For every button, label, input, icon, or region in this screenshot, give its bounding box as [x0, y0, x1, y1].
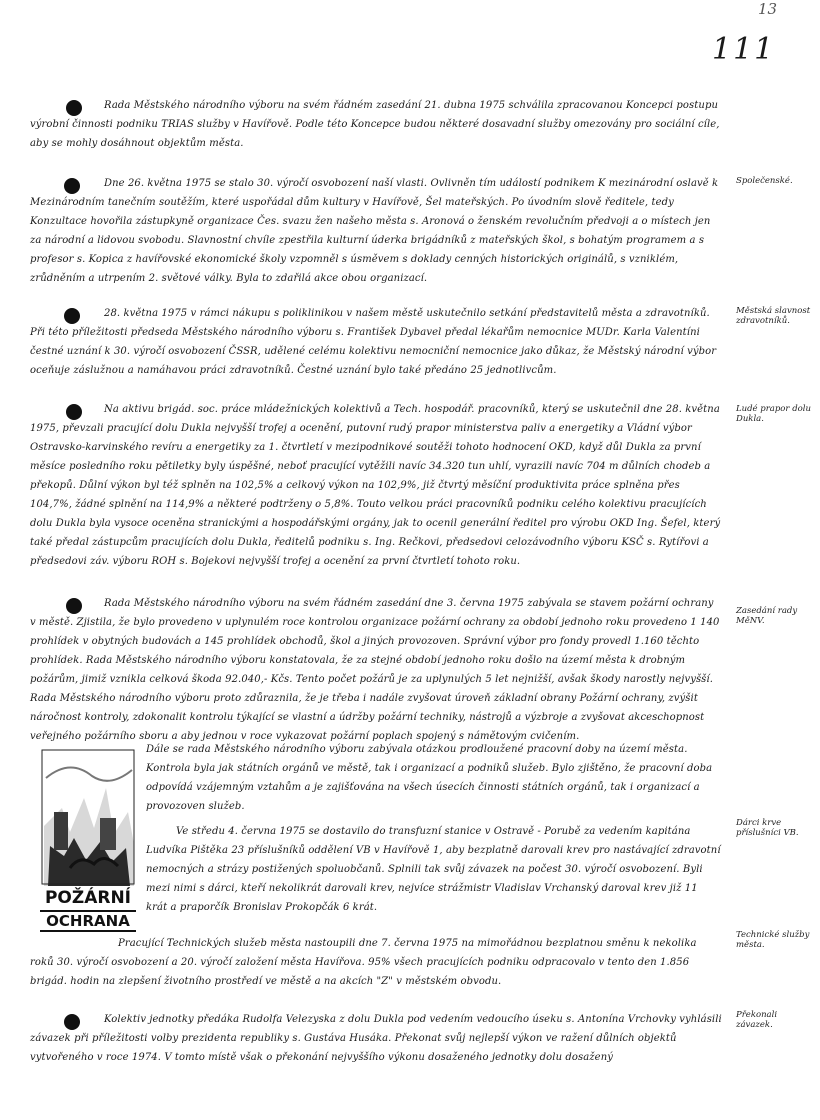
- paragraph-9: Kolektiv jednotky předáka Rudolfa Velezyska z dolu Dukla pod vedením vedoucího úseku s. Antonína Vrchovky vyhlásili závazek při příležitosti volby prezidenta republiky s. Gustáva Husáka. Překonat svůj nejlepší výkon ve ražení důlních objektů vytvořeného v roce 1974. V tomto místě však o překonání nejvyššího výkonu dosaženého jednotky dolu dosažený: [30, 1014, 722, 1063]
- poster-title-line1: POŽÁRNÍ: [44, 888, 132, 908]
- margin-note-2: Společenské.: [736, 176, 793, 186]
- margin-note-7: Dárci krve příslušníci VB.: [736, 818, 799, 838]
- paragraph-4: Na aktivu brigád. soc. práce mládežnických kolektivů a Tech. hospodář. pracovníků, který se uskutečnil dne 28. května 1975, převzali pracující dolu Dukla nejvyšší trofej a ocenění, putovní rudý prapor ministerstva paliv a energetiky a Vládní výbor Ostravsko-karvinského revíru a energetiky za 1. čtvrtletí v mezipodnikové soutěži tohoto hodnocení OKD, když důl Dukla za první měsíce posledního roku pětiletky byly úspěšné, neboť pracující vytěžili navíc 34.320 tun uhlí, vyrazili navíc 704 m důlních chodeb a překopů. Důlní výkon byl též splněn na 102,5% a celkový výkon na 102,9%, již čtvrtý měsíční produktivita práce splněna přes 104,7%, žádné splnění na 114,9% a některé podtrženy o 5,8%. Touto velkou práci pracovníků podniku celého kolektivu pracujících dolu Dukla byla vysoce oceněna stranickými a hospodářskými orgány, jak to ocenil generální ředitel pro výrobu OKD Ing. Šefel, který také předal zástupcům pracujících dolu Dukla, ředitelů podniku s. Ing. Rečkovi, předsedovi celozávodního výboru KSČ s. Rytířovi a předsedovi záv. výboru ROH s. Bojekovi nejvyšší trofej a ocenění za první čtvrtletí tohoto roku.: [30, 404, 721, 567]
- paragraph-1: Rada Městského národního výboru na svém řádném zasedání 21. dubna 1975 schválila zpracovanou Koncepci postupu výrobní činnosti podniku TRIAS služby v Havířově. Podle této Koncepce budou některé dosavadní služby omezovány pro sociální cíle, aby se mohly dosáhnout objektům města.: [30, 100, 720, 149]
- bullet-icon: [66, 404, 82, 420]
- paragraph-8: Pracující Technických služeb města nastoupili dne 7. června 1975 na mimořádnou bezplatnou směnu k nekolika roků 30. výročí osvobození a 20. výročí založení města Havířova. 95% všech pracujících podniku odpracovalo v tento den 1.856 brigád. hodin na zlepšení životního prostředí ve městě a na akcích "Z" v městském obvodu.: [30, 938, 697, 987]
- paragraph-6: Dále se rada Městského národního výboru zabývala otázkou prodloužené pracovní doby na území města. Kontrola byla jak státních orgánů ve městě, tak i organizací a podniků služeb. Bylo zjištěno, že pracovní doba odpovídá vzájemným vztahům a je zajišťována na všech úsecích činnosti státních orgánů, tak i organizací a provozoven služeb.: [146, 744, 713, 812]
- fire-scene-icon: [40, 748, 136, 886]
- page-number-small: 13: [758, 0, 778, 18]
- margin-note-9: Překonali závazek.: [736, 1010, 778, 1030]
- bullet-icon: [66, 598, 82, 614]
- paragraph-2: Dne 26. května 1975 se stalo 30. výročí osvobození naší vlasti. Ovlivněn tím událostí podnikem K mezinárodní oslavě k Mezinárodním tanečním soutěžím, které uspořádal dům kultury v Havířově, Šel mateřských. Po úvodním slově ředitele, tedy Konzultace hovořila zástupkyně organizace Čes. svazu žen našeho města s. Aronová o ženském revolučním předvoji a o místech jen za národní a lidovou svobodu. Slavnostní chvíle zpestřila kulturní úderka brigádníků z mateřských škol, s bohatým programem a s profesor s. Kopica z havířovské ekonomické školy vzpomněl s úsměvem s doklady cenných historických originálů, s vzniklém, zrůdněním a utrpením 2. světové války. Byla to zdařilá akce obou organizací.: [30, 178, 719, 284]
- margin-note-5: Zasedání rady MěNV.: [736, 606, 798, 626]
- bullet-icon: [66, 100, 82, 116]
- paragraph-5: Rada Městského národního výboru na svém řádném zasedání dne 3. června 1975 zabývala se stavem požární ochrany v městě. Zjistila, že bylo provedeno v uplynulém roce kontrolou organizace požární ochrany za období jednoho roku provedeno 1 140 prohlídek v obytných budovách a 145 prohlídek obchodů, škol a jiných provozoven. Správní výbor pro fondy provedl 1.160 těchto prohlídek. Rada Městského národního výboru konstatovala, že za stejné období jednoho roku došlo na území města k drobným požárům, jimiž vznikla celková škoda 92.040,- Kčs. Tento počet požárů je za uplynulých 5 let nejnižší, avšak škody narostly nejvyšší. Rada Městského národního výboru proto zdůraznila, že je třeba i nadále zvyšovat úroveň základní obrany Požární ochrany, zvýšit náročnost kontroly, zdokonalit kontrolu týkající se vlastní a údržby požární techniky, nástrojů a výzbroje a zvyšovat akceschopnost veřejného požárního sboru a aby jednou v roce vykazovat požární poplach spojený s námětovým cvičením.: [30, 598, 720, 742]
- bullet-icon: [64, 178, 80, 194]
- paragraph-3: 28. května 1975 v rámci nákupu s poliklinikou v našem městě uskutečnilo setkání představitelů města a zdravotníků. Při této příležitosti předseda Městského národního výboru s. František Dybavel předal lékařům nemocnice MUDr. Karla Valentíni čestné uznání k 30. výročí osvobození ČSSR, udělené celému kolektivu nemocniční nemocnice jako důkaz, že Městský národní výbor oceňuje záslužnou a namáhavou práci zdravotníků. Čestné uznání bylo také předáno 25 jednotlivcům.: [30, 308, 717, 376]
- bullet-icon: [64, 1014, 80, 1030]
- margin-note-4: Ludé prapor dolu Dukla.: [736, 404, 811, 424]
- margin-note-8: Technické služby města.: [736, 930, 810, 950]
- paragraph-7: Ve středu 4. června 1975 se dostavilo do transfuzní stanice v Ostravě - Porubě za vedením kapitána Ludvíka Pištěka 23 příslušníků oddělení VB v Havířově 1, aby bezplatně darovali krev pro nastávající zdravotní nemocných a strázy postižených spoluobčanů. Splnili tak svůj závazek na počest 30. výročí osvobození. Byli mezi nimi s dárci, kteří nekolikrát darovali krev, nejvíce strážmistr Vladislav Vrchanský daroval krev již 11 krát a praporčík Bronislav Prokopčák 6 krát.: [146, 826, 721, 913]
- page-number-main: 111: [712, 32, 776, 67]
- fire-protection-poster: [40, 748, 136, 934]
- bullet-icon: [64, 308, 80, 324]
- margin-note-3: Městská slavnost zdravotníků.: [736, 306, 811, 326]
- poster-title-line2: OCHRANA: [40, 910, 136, 932]
